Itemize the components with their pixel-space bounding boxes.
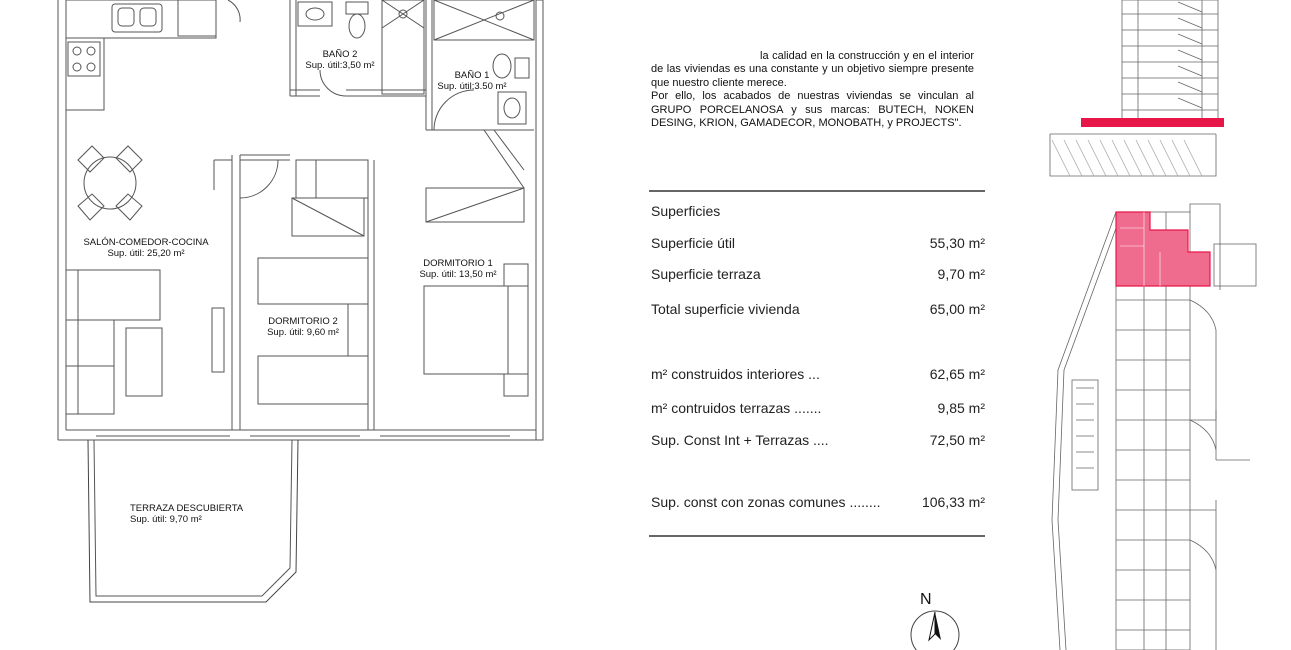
room-label-dormitorio2 (258, 316, 348, 338)
unit-highlight (1116, 212, 1210, 286)
row-value: 65,00 m² (929, 301, 985, 317)
room-area: Sup. útil: 13,50 m² (419, 269, 497, 280)
row-value: 72,50 m² (929, 432, 985, 448)
room-label-terraza (130, 503, 252, 525)
building-key-plan (1040, 0, 1291, 650)
room-label-bano1 (432, 70, 512, 92)
room-area: Sup. útil:3,50 m² (305, 60, 375, 71)
surfaces-title: Superficies (651, 203, 721, 219)
quality-description (651, 50, 974, 130)
room-name: BAÑO 1 (454, 70, 490, 81)
row-value: 9,85 m² (937, 400, 985, 416)
row-value: 55,30 m² (929, 235, 985, 251)
room-name: SALÓN-COMEDOR-COCINA (83, 237, 209, 248)
room-area: Sup. útil:3.50 m² (437, 81, 507, 92)
wall-left (58, 0, 66, 440)
table-rule-bottom (649, 535, 985, 537)
room-area: Sup. útil: 9,70 m² (130, 514, 202, 525)
row-value: 9,70 m² (937, 266, 985, 282)
row-label: Total superficie vivienda (651, 301, 800, 317)
wall-salon-dorm2 (232, 155, 240, 430)
level-highlight (1081, 118, 1224, 127)
room-label-bano2 (300, 49, 380, 71)
row-label: Superficie útil (651, 235, 736, 251)
row-label: Sup. const con zonas comunes ........ (651, 494, 881, 510)
row-label: m² contruidos terrazas ....... (651, 400, 822, 416)
room-name: TERRAZA DESCUBIERTA (130, 503, 244, 514)
row-value: 62,65 m² (929, 366, 985, 382)
north-arrow-icon (909, 590, 963, 650)
row-label: Superficie terraza (651, 266, 761, 282)
wall-right (536, 0, 543, 440)
room-name: DORMITORIO 2 (268, 316, 338, 327)
room-label-salon (76, 237, 216, 259)
room-name: BAÑO 2 (322, 49, 358, 60)
room-label-dormitorio1 (406, 258, 510, 280)
row-label: m² construidos interiores ... (651, 366, 820, 382)
room-area: Sup. útil: 25,20 m² (107, 248, 185, 259)
north-label: N (920, 591, 932, 608)
row-label: Sup. Const Int + Terrazas .... (651, 432, 829, 448)
wall-bottom (58, 430, 543, 440)
room-name: DORMITORIO 1 (423, 258, 493, 269)
row-value: 106,33 m² (921, 494, 985, 510)
table-rule-top (649, 190, 985, 192)
description-p2: Por ello, los acabados de nuestras viviendas se vinculan al GRUPO PORCELANOSA y sus marcas: BUTECH, NOKEN DESING, KRION, GAMADECOR, MONOBATH, y PROJECTS". (651, 90, 974, 130)
room-area: Sup. útil: 9,60 m² (267, 327, 339, 338)
description-p1: la calidad en la construcción y en el interior de las viviendas es una constante y un objetivo siempre presente que nuestro cliente merece. (651, 50, 974, 89)
